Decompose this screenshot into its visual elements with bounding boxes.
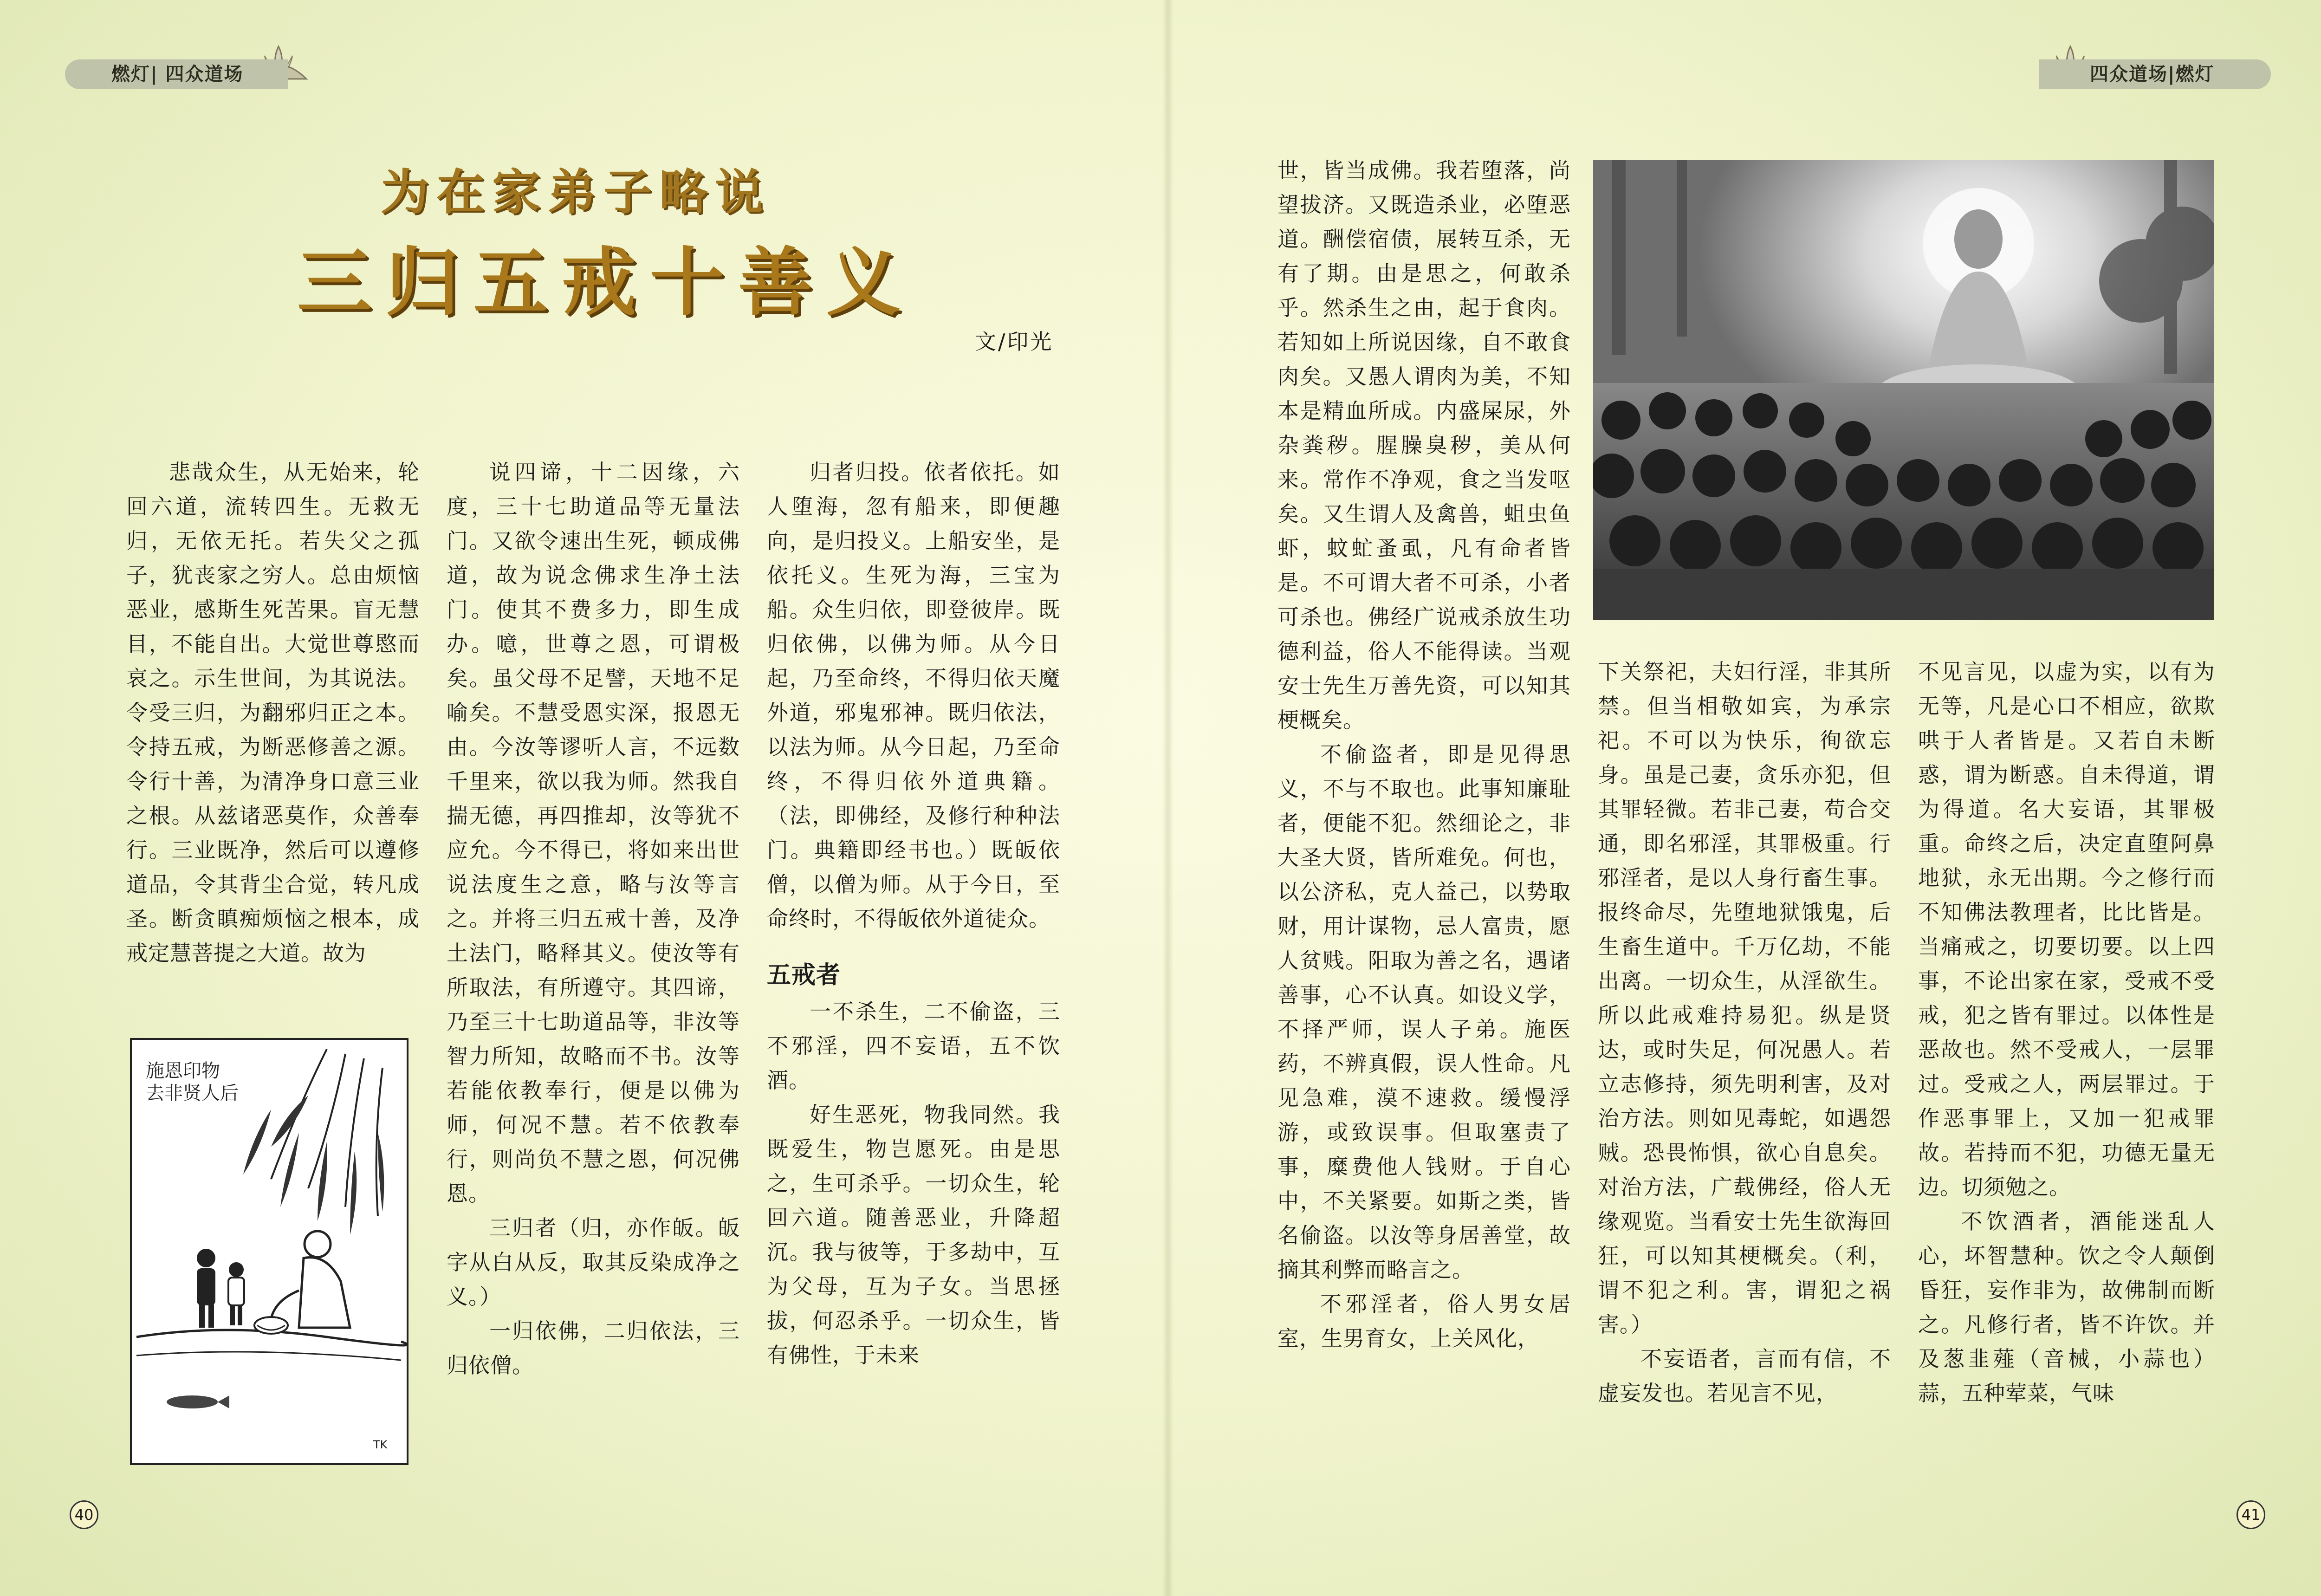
text-column-6 [1918,655,2215,1467]
paragraph: 不见言见，以虚为实，以有为无等，凡是心口不相应，欲欺哄于人者皆是。又若自未断惑，谓为断惑。自未得道，谓为得道。名大妄语，其罪极重。命终之后，决定直堕阿鼻地狱，永无出期。今之修行而不知佛法教理者，比比皆是。当痛戒之，切要切要。以上四事，不论出家在家，受戒不受戒，犯之皆有罪过。以体性是恶故也。然不受戒人，一层罪过。受戒之人，两层罪过。于作恶事罪上，又加一犯戒罪故。若持而不犯，功德无量无边。切须勉之。 [1918,659,2215,1200]
calligraphy-inscription: 施恩印物去非贤人后 [146,1060,239,1104]
text-column-3 [767,455,1060,1467]
buddha-assembly-image [1593,160,2214,620]
artist-signature: TK [373,1438,388,1451]
paragraph: 不邪淫者，俗人男女居室，生男育女，上关风化， [1277,1291,1571,1351]
paragraph: 一不杀生，二不偷盗，三不邪淫，四不妄语，五不饮酒。 [767,999,1060,1093]
paragraph: 不妄语者，言而有信，不虚妄发也。若见言不见， [1598,1346,1891,1406]
ink-illustration [130,1038,408,1465]
paragraph: 好生恶死，物我同然。我既爱生，物岂愿死。由是思之，生可杀乎。一切众生，轮回六道。随善恶业，升降超沉。我与彼等，于多劫中，互为父母，互为子女。当思拯拔，何忍杀乎。一切众生，皆有佛性，于未来 [767,1102,1060,1368]
article-title-line1: 为在家弟子略说 [381,164,771,221]
buddha-assembly-photo [1593,160,2214,620]
text-column-5 [1598,655,1891,1467]
page-gutter [1162,0,1173,1596]
page-number-left: 40 [70,1500,98,1529]
paragraph: 世，皆当成佛。我若堕落，尚望拔济。又既造杀业，必堕恶道。酬偿宿债，展转互杀，无有了期。由是思之，何敢杀乎。然杀生之由，起于食肉。若知如上所说因缘，自不敢食肉矣。又愚人谓肉为美，不知本是精血所成。内盛屎尿，外杂粪秽。腥臊臭秽，美从何来。常作不净观，食之当发呕矣。又生谓人及禽兽，蛆虫鱼虾，蚊虻蚤虱，凡有命者皆是。不可谓大者不可杀，小者可杀也。佛经广说戒杀放生功德利益，俗人不能得读。当观安士先生万善先资，可以知其梗概矣。 [1277,158,1571,733]
paragraph: 不偷盗者，即是见得思义，不与不取也。此事知廉耻者，便能不犯。然细论之，非大圣大贤，皆所难免。何也，以公济私，克人益己，以势取财，用计谋物，忌人富贵，愿人贫贱。阳取为善之名，遇诸善事，心不认真。如设义学，不择严师，误人子弟。施医药，不辨真假，误人性命。凡见急难，漠不速救。缓慢浮游，或致误事。但取塞责了事，糜费他人钱财。于自心中，不关紧要。如斯之类，皆名偷盗。以汝等身居善堂，故摘其利弊而略言之。 [1277,742,1571,1282]
paragraph: 说四谛，十二因缘，六度，三十七助道品等无量法门。又欲令速出生死，顿成佛道，故为说念佛求生净土法门。使其不费多力，即生成办。噫，世尊之恩，可谓极矣。虽父母不足譬，天地不足喻矣。不慧受恩实深，报恩无由。今汝等谬听人言，不远数千里来，欲以我为师。然我自揣无德，再四推却，汝等犹不应允。今不得已，将如来出世说法度生之意，略与汝等言之。并将三归五戒十善，及净土法门，略释其义。使汝等有所取法，有所遵守。其四谛，乃至三十七助道品等，非汝等智力所知，故略而不书。汝等若能依教奉行，便是以佛为师，何况不慧。若不依教奉行，则尚负不慧之恩，何况佛恩。 [447,460,740,1206]
article-byline: 文/印光 [975,329,1054,354]
paragraph: 不饮酒者，酒能迷乱人心，坏智慧种。饮之令人颠倒昏狂，妄作非为，故佛制而断之。凡修行者，皆不许饮。并及葱韭薤（音械，小蒜也）蒜，五种荤菜，气味 [1918,1209,2215,1406]
page-number-right: 41 [2237,1500,2265,1529]
ink-painting-image [132,1040,407,1463]
running-header-right: 四众道场|燃灯 [2039,59,2271,89]
text-column-2 [447,455,740,1467]
paragraph: 悲哉众生，从无始来，轮回六道，流转四生。无救无归，无依无托。若失父之孤子，犹丧家之穷人。总由烦恼恶业，感斯生死苦果。盲无慧目，不能自出。大觉世尊愍而哀之。示生世间，为其说法。令受三归，为翻邪归正之本。令持五戒，为断恶修善之源。令行十善，为清净身口意三业之根。从兹诸恶莫作，众善奉行。三业既净，然后可以遵修道品，令其背尘合觉，转凡成圣。断贪瞋痴烦恼之根本，成戒定慧菩提之大道。故为 [126,460,420,966]
paragraph: 三归者（归，亦作皈。皈字从白从反，取其反染成净之义。） [447,1215,740,1309]
paragraph: 下关祭祀，夫妇行淫，非其所禁。但当相敬如宾，为承宗祀。不可以为快乐，徇欲忘身。虽是己妻，贪乐亦犯，但其罪轻微。若非己妻，苟合交通，即名邪淫，其罪极重。行邪淫者，是以人身行畜生事。报终命尽，先堕地狱饿鬼，后生畜生道中。千万亿劫，不能出离。一切众生，从淫欲生。所以此戒难持易犯。纵是贤达，或时失足，何况愚人。若立志修持，须先明利害，及对治方法。则如见毒蛇，如遇怨贼。恐畏怖惧，欲心自息矣。对治方法，广载佛经，俗人无缘观览。当看安士先生欲海回狂，可以知其梗概矣。（利，谓不犯之利。害，谓犯之祸害。） [1598,659,1891,1337]
text-column-1 [126,455,420,1031]
article-title-line2: 三归五戒十善义 [297,239,915,326]
text-column-4 [1277,153,1571,1467]
paragraph: 归者归投。依者依托。如人堕海，忽有船来，即便趣向，是归投义。上船安坐，是依托义。生死为海，三宝为船。众生归依，即登彼岸。既归依佛，以佛为师。从今日起，乃至命终，不得归依天魔外道，邪鬼邪神。既归依法，以法为师。从今日起，乃至命终，不得归依外道典籍。（法，即佛经，及修行种种法门。典籍即经书也。）既皈依僧，以僧为师。从于今日，至命终时，不得皈依外道徒众。 [767,460,1060,931]
running-header-left: 燃灯| 四众道场 [65,59,288,89]
section-heading-five-precepts: 五戒者 [767,961,841,989]
paragraph: 一归依佛，二归依法，三归依僧。 [447,1318,740,1378]
